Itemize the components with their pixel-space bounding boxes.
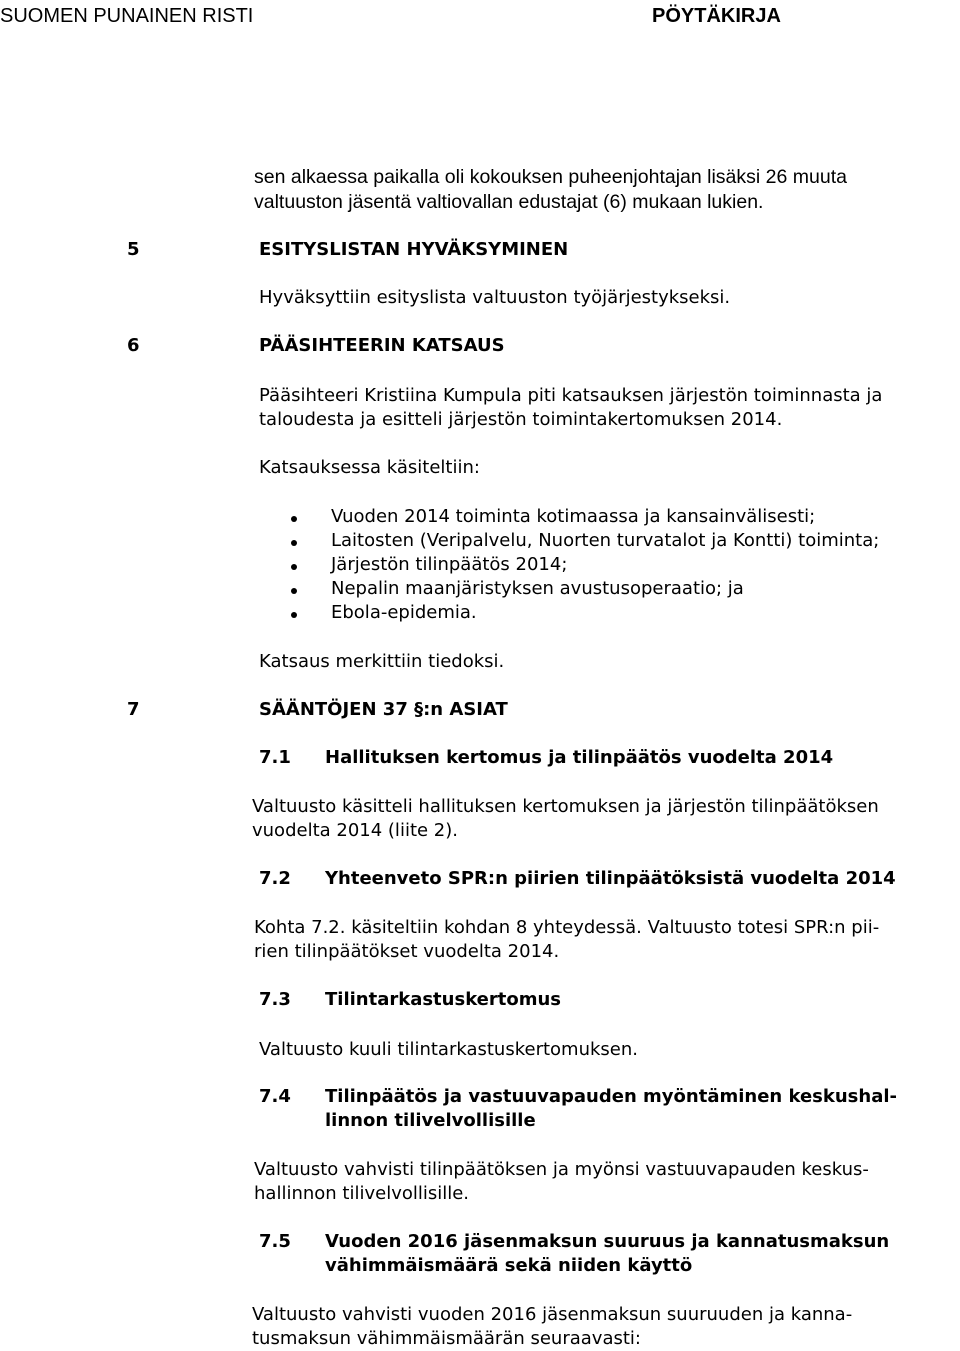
subsection-7-3-title: Tilintarkastuskertomus (325, 989, 562, 1010)
subsection-7-2-body-line-2: rien tilinpäätökset vuodelta 2014. (254, 941, 560, 962)
bullet-marker (291, 588, 297, 594)
section-7-number: 7 (127, 699, 140, 720)
intro-line-2: valtuuston jäsentä valtiovallan edustajat (6) mukaan lukien. (254, 191, 764, 213)
subsection-7-5-title-line-2: vähimmäismäärä sekä niiden käyttö (325, 1255, 693, 1276)
subsection-7-4-title-line-2: linnon tilivelvollisille (325, 1110, 536, 1131)
list-item: Ebola-epidemia. (331, 602, 477, 623)
subsection-7-4-body-line-2: hallinnon tilivelvollisille. (254, 1183, 470, 1204)
subsection-7-5-body-line-2: tusmaksun vähimmäismäärän seuraavasti: (252, 1328, 641, 1349)
section-5-number: 5 (127, 239, 140, 260)
subsection-7-1-body-line-1: Valtuusto käsitteli hallituksen kertomuksen ja järjestön tilinpäätöksen (252, 796, 879, 817)
bullet-marker (291, 612, 297, 618)
list-item: Vuoden 2014 toiminta kotimaassa ja kansainvälisesti; (331, 506, 816, 527)
intro-line-1: sen alkaessa paikalla oli kokouksen puheenjohtajan lisäksi 26 muuta (254, 166, 847, 188)
document-type: PÖYTÄKIRJA (652, 5, 781, 27)
bullet-marker (291, 564, 297, 570)
bullet-marker (291, 540, 297, 546)
list-item: Järjestön tilinpäätös 2014; (331, 554, 568, 575)
bullet-marker (291, 516, 297, 522)
subsection-7-4-title-line-1: Tilinpäätös ja vastuuvapauden myöntäminen keskushal- (325, 1086, 898, 1107)
subsection-7-5-title-line-1: Vuoden 2016 jäsenmaksun suuruus ja kannatusmaksun (325, 1231, 890, 1252)
subsection-7-2-body-line-1: Kohta 7.2. käsiteltiin kohdan 8 yhteydessä. Valtuusto totesi SPR:n pii- (254, 917, 880, 938)
section-6-number: 6 (127, 335, 140, 356)
section-6-closing: Katsaus merkittiin tiedoksi. (259, 651, 505, 672)
section-6-paragraph-line-1: Pääsihteeri Kristiina Kumpula piti katsauksen järjestön toiminnasta ja (259, 385, 883, 406)
section-6-paragraph-line-2: taloudesta ja esitteli järjestön toimintakertomuksen 2014. (259, 409, 783, 430)
subsection-7-2-number: 7.2 (259, 868, 291, 889)
subsection-7-2-title: Yhteenveto SPR:n piirien tilinpäätöksistä vuodelta 2014 (325, 868, 896, 889)
section-6-lead: Katsauksessa käsiteltiin: (259, 457, 480, 478)
subsection-7-1-title: Hallituksen kertomus ja tilinpäätös vuodelta 2014 (325, 747, 834, 768)
section-5-text: Hyväksyttiin esityslista valtuuston työjärjestykseksi. (259, 287, 731, 308)
list-item: Laitosten (Veripalvelu, Nuorten turvatalot ja Kontti) toiminta; (331, 530, 880, 551)
subsection-7-1-body-line-2: vuodelta 2014 (liite 2). (252, 820, 458, 841)
subsection-7-4-body-line-1: Valtuusto vahvisti tilinpäätöksen ja myönsi vastuuvapauden keskus- (254, 1159, 869, 1180)
subsection-7-1-number: 7.1 (259, 747, 291, 768)
section-7-title: SÄÄNTÖJEN 37 §:n ASIAT (259, 699, 508, 720)
section-5-title: ESITYSLISTAN HYVÄKSYMINEN (259, 239, 569, 260)
subsection-7-3-number: 7.3 (259, 989, 291, 1010)
subsection-7-5-number: 7.5 (259, 1231, 291, 1252)
section-6-title: PÄÄSIHTEERIN KATSAUS (259, 335, 505, 356)
subsection-7-5-body-line-1: Valtuusto vahvisti vuoden 2016 jäsenmaksun suuruuden ja kanna- (252, 1304, 853, 1325)
subsection-7-3-body: Valtuusto kuuli tilintarkastuskertomuksen. (259, 1039, 638, 1060)
organization-name: SUOMEN PUNAINEN RISTI (0, 5, 254, 27)
subsection-7-4-number: 7.4 (259, 1086, 291, 1107)
list-item: Nepalin maanjäristyksen avustusoperaatio; ja (331, 578, 744, 599)
